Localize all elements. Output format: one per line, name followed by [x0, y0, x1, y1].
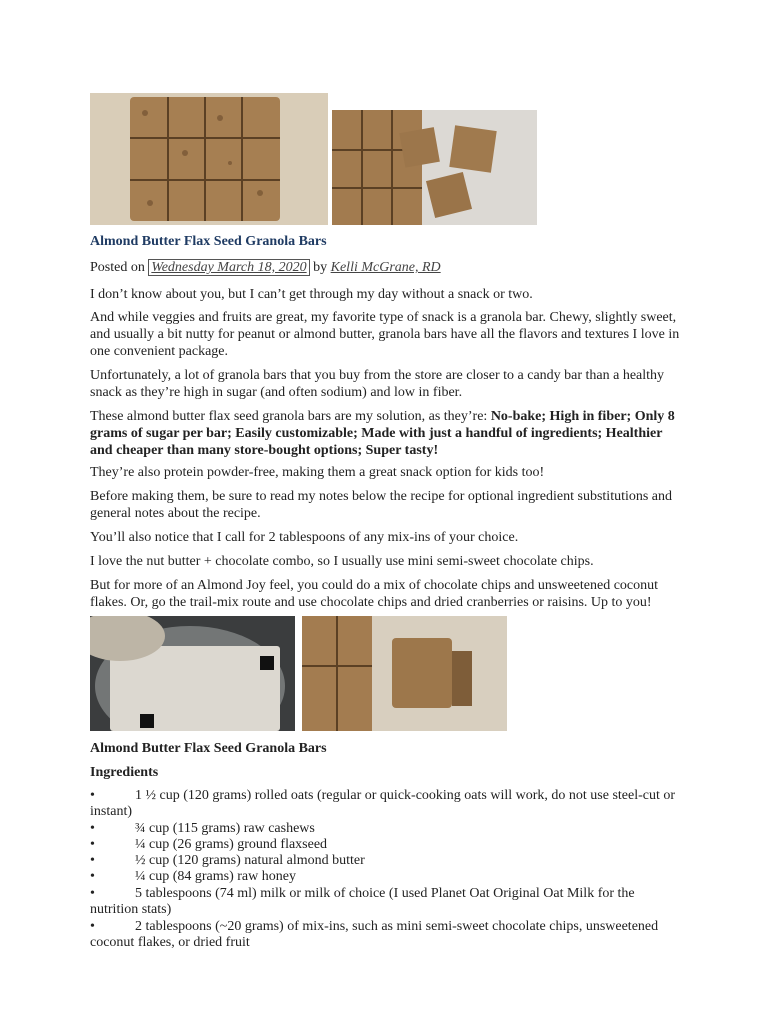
- ingredient-item-2: [90, 821, 680, 837]
- bullet-icon: •: [90, 837, 95, 852]
- ingredient-text: ¼ cup (84 grams) raw honey: [135, 869, 296, 884]
- paragraph-4-highlights: No-bake; High in fiber; Only 8 grams of sugar per bar; Easily customizable; Made with just a handful of ingredients; Healthier and cheaper than many store-bought options; Super tasty!: [90, 409, 675, 458]
- bullet-icon: •: [90, 886, 95, 901]
- paragraph-1: I don’t know about you, but I can’t get through my day without a snack or two.: [90, 287, 533, 302]
- post-date-link[interactable]: Wednesday March 18, 2020: [148, 259, 309, 276]
- bullet-icon: •: [90, 869, 95, 884]
- ingredients-heading: Ingredients: [90, 765, 159, 780]
- paragraph-6: Before making them, be sure to read my notes below the recipe for optional ingredient substitutions and general notes about the recipe.: [90, 489, 673, 521]
- bullet-icon: •: [90, 853, 95, 868]
- bullet-icon: •: [90, 821, 95, 836]
- ingredient-text: ½ cup (120 grams) natural almond butter: [135, 853, 365, 868]
- paragraph-3: Unfortunately, a lot of granola bars that you buy from the store are closer to a candy bar than a healthy snack as they’re high in sugar (and often sodium) and low in fiber.: [90, 368, 665, 400]
- ingredient-item-4: [90, 853, 680, 869]
- posted-on-label: Posted on: [90, 260, 145, 275]
- article-title[interactable]: Almond Butter Flax Seed Granola Bars: [90, 234, 327, 249]
- paragraph-7: You’ll also notice that I call for 2 tablespoons of any mix-ins of your choice.: [90, 530, 519, 545]
- granola-bars-grid-photo: [90, 93, 328, 225]
- ingredient-item-7: [90, 919, 680, 951]
- recipe-title: Almond Butter Flax Seed Granola Bars: [90, 741, 327, 756]
- ingredient-text: ¾ cup (115 grams) raw cashews: [135, 821, 315, 836]
- post-meta: [90, 259, 680, 276]
- ingredient-item-1: [90, 788, 680, 820]
- paragraph-8: I love the nut butter + chocolate combo, so I usually use mini semi-sweet chocolate chips.: [90, 554, 594, 569]
- stacked-bars-photo: [302, 616, 507, 731]
- paragraph-4-intro: These almond butter flax seed granola bars are my solution, as they’re:: [90, 409, 488, 424]
- granola-bars-cut-photo: [332, 110, 537, 225]
- ingredient-item-3: [90, 837, 680, 853]
- ingredient-text: ¼ cup (26 grams) ground flaxseed: [135, 837, 328, 852]
- bullet-icon: •: [90, 788, 95, 803]
- paragraph-2: And while veggies and fruits are great, my favorite type of snack is a granola bar. Chewy, slightly sweet, and usually a bit nutty for peanut or almond butter, granola bars have all the flavors and textures I love in one convenient package.: [90, 310, 680, 359]
- ingredient-item-6: [90, 886, 680, 918]
- paragraph-9: But for more of an Almond Joy feel, you could do a mix of chocolate chips and unsweetened coconut flakes. Or, go the trail-mix route and use chocolate chips and dried cranberries or raisins. Up to you!: [90, 578, 659, 610]
- by-label: by: [313, 260, 328, 275]
- ingredient-text: 5 tablespoons (74 ml) milk or milk of choice (I used Planet Oat Original Oat Milk for the nutrition stats): [90, 886, 635, 917]
- ingredient-text: 2 tablespoons (~20 grams) of mix-ins, such as mini semi-sweet chocolate chips, unsweetened coconut flakes, or dried fruit: [90, 919, 659, 950]
- paragraph-5: They’re also protein powder-free, making them a great snack option for kids too!: [90, 465, 545, 480]
- paragraph-4: [90, 408, 680, 459]
- lined-pan-photo: [90, 616, 295, 731]
- ingredient-item-5: [90, 869, 680, 885]
- author-link[interactable]: Kelli McGrane, RD: [330, 260, 441, 275]
- ingredient-text: 1 ½ cup (120 grams) rolled oats (regular or quick-cooking oats will work, do not use steel-cut or instant): [90, 788, 676, 819]
- bullet-icon: •: [90, 919, 95, 934]
